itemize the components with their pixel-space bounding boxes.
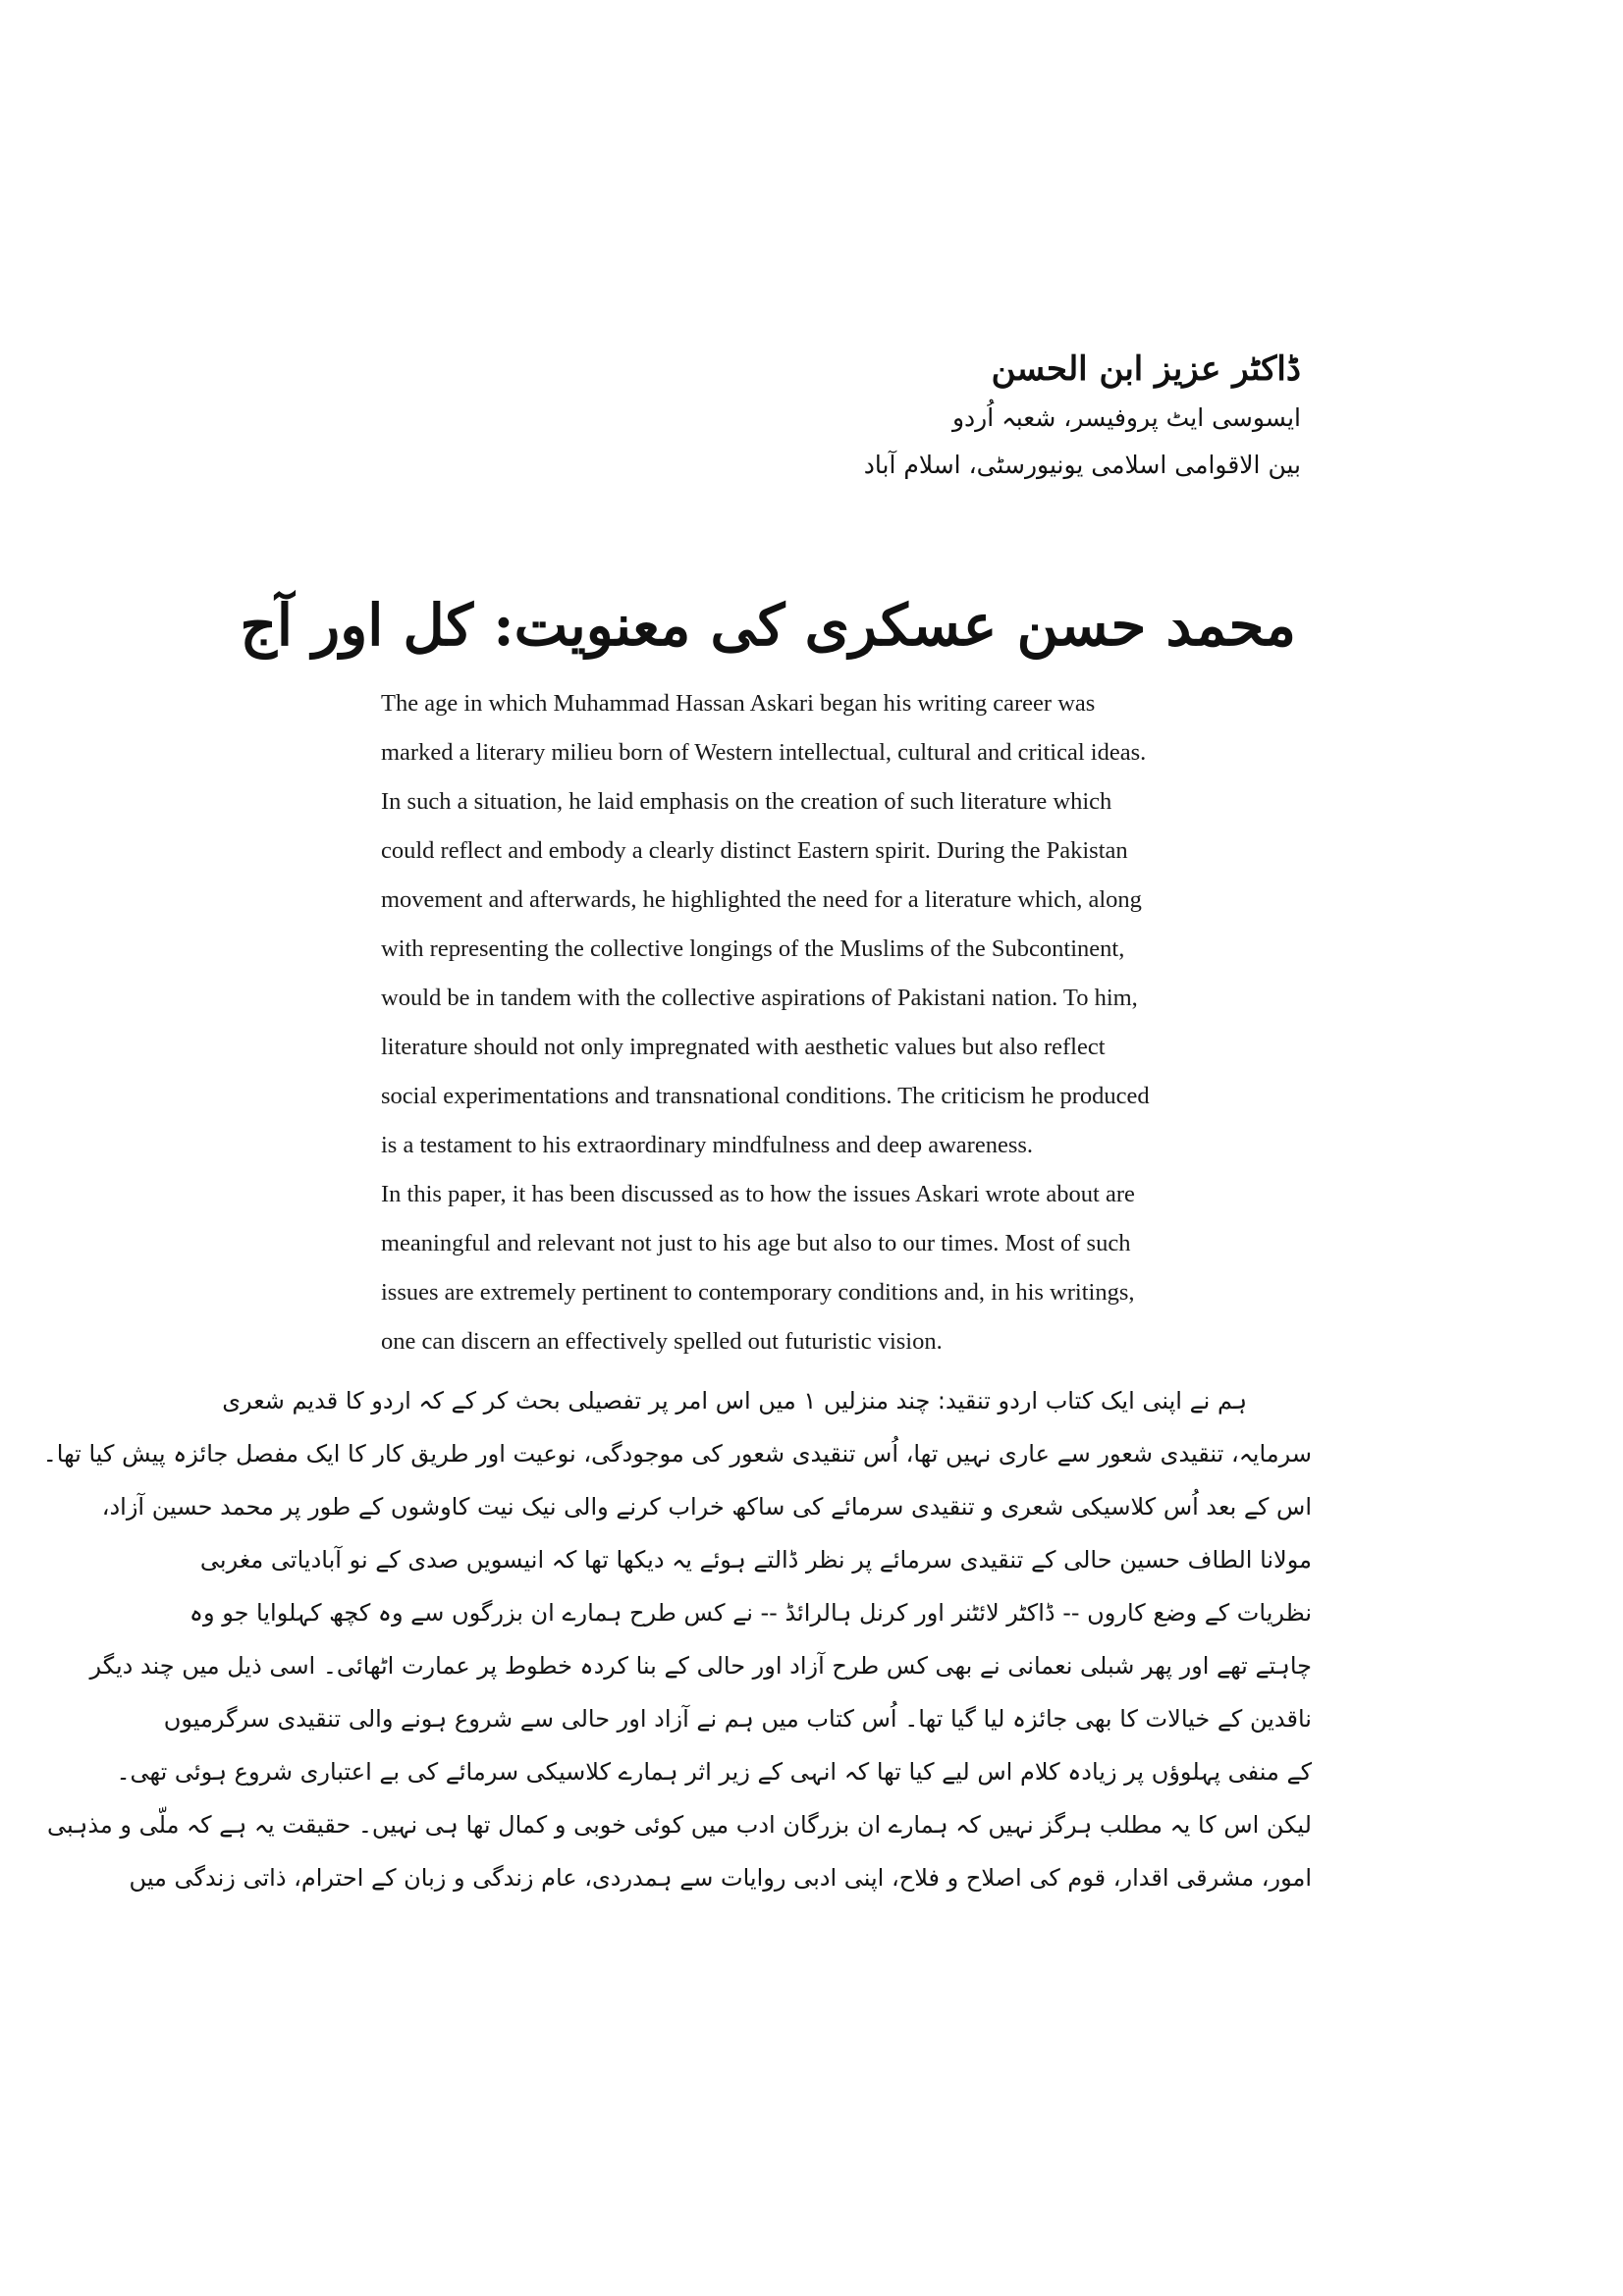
- body-line: سرمایہ، تنقیدی شعور سے عاری نہیں تھا، اُس تنقیدی شعور کی موجودگی، نوعیت اور طریق کار کا ایک مفصل جائزہ پیش کیا تھا۔: [42, 1440, 1312, 1468]
- body-line: کے منفی پہلوؤں پر زیادہ کلام اس لیے کیا تھا کہ انہی کے زیر اثر ہمارے کلاسیکی سرمائے کی بے اعتباری شروع ہوئی تھی۔: [116, 1758, 1312, 1786]
- abstract-line: The age in which Muhammad Hassan Askari began his writing career was: [381, 690, 1096, 717]
- abstract-line: issues are extremely pertinent to contemporary conditions and, in his writings,: [381, 1279, 1135, 1306]
- body-line: ہم نے اپنی ایک کتاب اردو تنقید: چند منزلیں ۱ میں اس امر پر تفصیلی بحث کر کے کہ اردو کا قدیم شعری: [222, 1387, 1247, 1415]
- abstract-line: meaningful and relevant not just to his age but also to our times. Most of such: [381, 1230, 1131, 1256]
- abstract-line: could reflect and embody a clearly distinct Eastern spirit. During the Pakistan: [381, 837, 1128, 864]
- author-affiliation: بین الاقوامی اسلامی یونیورسٹی، اسلام آباد: [863, 451, 1301, 479]
- abstract-line: with representing the collective longings of the Muslims of the Subcontinent,: [381, 935, 1125, 962]
- abstract-line: literature should not only impregnated with aesthetic values but also reflect: [381, 1034, 1106, 1060]
- abstract-line: In such a situation, he laid emphasis on the creation of such literature which: [381, 788, 1112, 815]
- body-line: اس کے بعد اُس کلاسیکی شعری و تنقیدی سرمائے کی ساکھ خراب کرنے والی نیک نیت کاوشوں کے طور پر محمد حسین آزاد،: [101, 1493, 1312, 1521]
- author-name: ڈاکٹر عزیز ابن الحسن: [991, 349, 1301, 389]
- author-block: [614, 344, 1301, 489]
- abstract-line: movement and afterwards, he highlighted the need for a literature which, along: [381, 886, 1142, 913]
- abstract-line: In this paper, it has been discussed as to how the issues Askari wrote about are: [381, 1181, 1135, 1207]
- body-line: لیکن اس کا یہ مطلب ہرگز نہیں کہ ہمارے ان بزرگان ادب میں کوئی خوبی و کمال تھا ہی نہیں۔ حقیقت یہ ہے کہ ملّی و مذہبی: [47, 1811, 1312, 1839]
- body-line: مولانا الطاف حسین حالی کے تنقیدی سرمائے پر نظر ڈالتے ہوئے یہ دیکھا تھا کہ انیسویں صدی کے نو آبادیاتی مغربی: [199, 1546, 1312, 1574]
- body-line: چاہتے تھے اور پھر شبلی نعمانی نے بھی کس طرح آزاد اور حالی کے بنا کردہ خطوط پر عمارت اٹھائی۔ اسی ذیل میں چند دیگر: [89, 1652, 1312, 1680]
- body-line: امور، مشرقی اقدار، قوم کی اصلاح و فلاح، اپنی ادبی روایات سے ہمدردی، عام زندگی و زبان کے احترام، ذاتی زندگی میں: [129, 1864, 1312, 1892]
- body-line: نظریات کے وضع کاروں -- ڈاکٹر لائٹنر اور کرنل ہالرائڈ -- نے کس طرح ہمارے ان بزرگوں سے وہ کچھ کہلوایا جو وہ: [189, 1599, 1312, 1627]
- article-title: محمد حسن عسکری کی معنویت: کل اور آج: [240, 592, 1296, 659]
- body-text: [42, 1374, 1312, 1904]
- author-designation: ایسوسی ایٹ پروفیسر، شعبہ اُردو: [951, 403, 1301, 432]
- abstract-line: one can discern an effectively spelled out futuristic vision.: [381, 1328, 943, 1355]
- abstract-line: social experimentations and transnational conditions. The criticism he produced: [381, 1083, 1150, 1109]
- abstract-line: marked a literary milieu born of Western intellectual, cultural and critical ideas.: [381, 739, 1147, 766]
- abstract: [381, 679, 1245, 1366]
- abstract-line: is a testament to his extraordinary mindfulness and deep awareness.: [381, 1132, 1034, 1158]
- body-line: ناقدین کے خیالات کا بھی جائزہ لیا گیا تھا۔ اُس کتاب میں ہم نے آزاد اور حالی سے شروع ہونے والی تنقیدی سرگرمیوں: [163, 1705, 1312, 1733]
- abstract-line: would be in tandem with the collective aspirations of Pakistani nation. To him,: [381, 985, 1138, 1011]
